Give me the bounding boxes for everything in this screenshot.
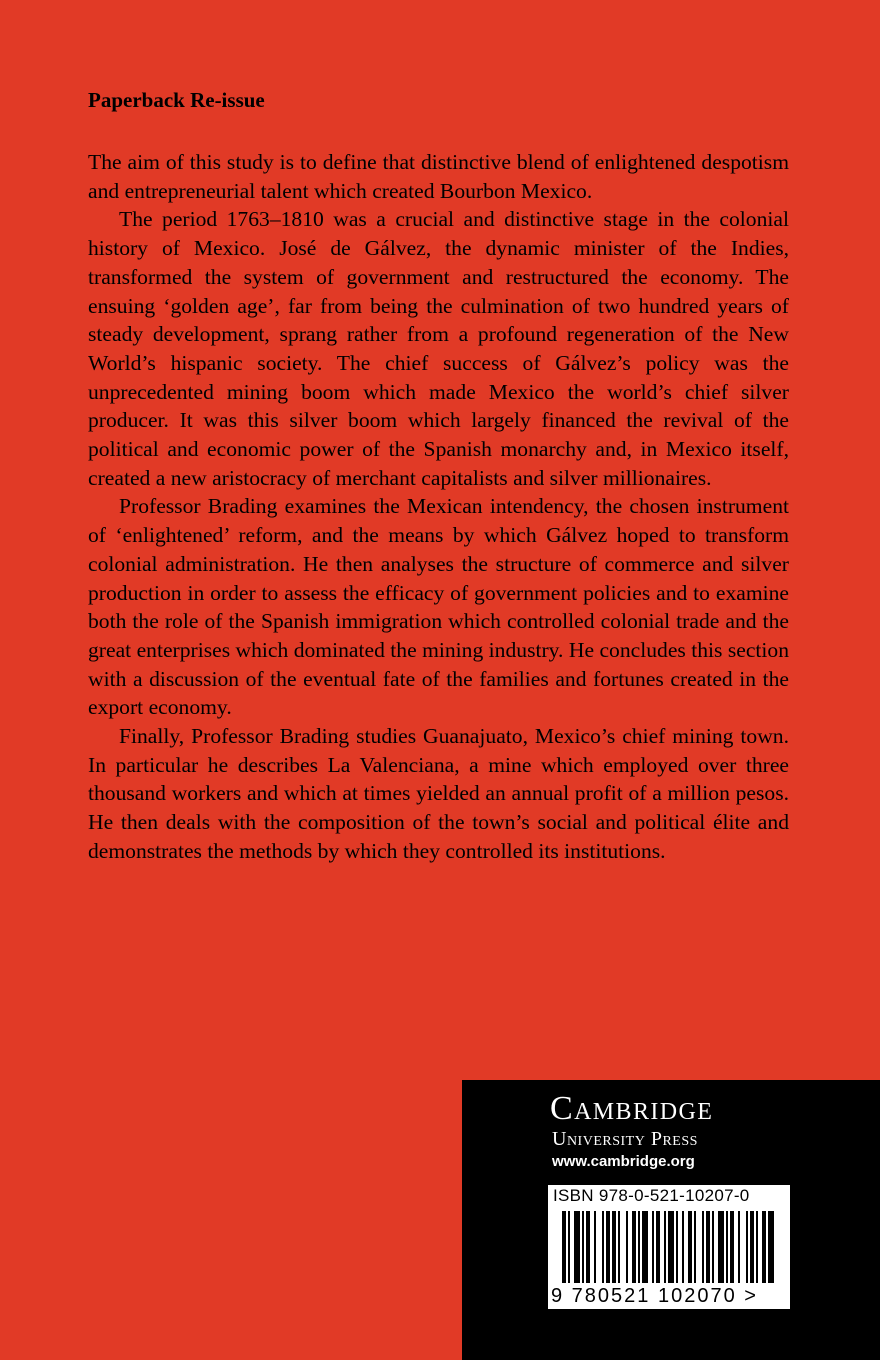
barcode-bar [586, 1211, 590, 1283]
barcode-bar [618, 1211, 620, 1283]
barcode-bar [712, 1211, 714, 1283]
isbn-barcode [548, 1185, 790, 1309]
publisher-logo-subtitle: University Press [552, 1128, 698, 1150]
barcode-bar [568, 1211, 570, 1283]
publisher-logo-name: Cambridge [550, 1090, 714, 1127]
barcode-bar [612, 1211, 616, 1283]
barcode-bar [738, 1211, 740, 1283]
barcode-bar [632, 1211, 636, 1283]
barcode-bar [652, 1211, 654, 1283]
barcode-bar [638, 1211, 640, 1283]
barcode-digits: 9 780521 102070 > [551, 1285, 758, 1307]
barcode-bar [688, 1211, 692, 1283]
barcode-bar [702, 1211, 704, 1283]
barcode-bar [756, 1211, 758, 1283]
blurb-paragraph-4: Finally, Professor Brading studies Guanajuato, Mexico’s chief mining town. In particular he describes La Valenciana, a mine which employed over three thousand workers and which at times yielded an annual profit of a million pesos. He then deals with the composition of the town’s social and political élite and demonstrates the methods by which they controlled its institutions. [88, 724, 789, 863]
barcode-bar [668, 1211, 674, 1283]
barcode-bar [768, 1211, 774, 1283]
cover-heading: Paperback Re-issue [88, 88, 265, 112]
barcode-bar [746, 1211, 748, 1283]
blurb-paragraph-3: Professor Brading examines the Mexican intendency, the chosen instrument of ‘enlightened’ reform, and the means by which Gálvez hoped to transform colonial administration. He then analyses the structure of commerce and silver production in order to assess the efficacy of government policies and to examine both the role of the Spanish immigration which controlled colonial trade and the great enterprises which dominated the mining industry. He concludes this section with a discussion of the eventual fate of the families and fortunes created in the export economy. [88, 494, 789, 720]
barcode-bar [730, 1211, 734, 1283]
barcode-bar [594, 1211, 596, 1283]
barcode-bar [626, 1211, 628, 1283]
blurb-text [88, 148, 789, 866]
barcode-bar [726, 1211, 728, 1283]
barcode-bar [656, 1211, 660, 1283]
blurb-paragraph-1: The aim of this study is to define that distinctive blend of enlightened despotism and entrepreneurial talent which created Bourbon Mexico. [88, 150, 789, 203]
barcode-bar [676, 1211, 678, 1283]
barcode-bar [664, 1211, 666, 1283]
barcode-bar [682, 1211, 684, 1283]
barcode-bar [606, 1211, 610, 1283]
barcode-bar [574, 1211, 580, 1283]
barcode-bar [642, 1211, 648, 1283]
barcode-bar [562, 1211, 566, 1283]
barcode-bar [582, 1211, 584, 1283]
barcode-bar [718, 1211, 724, 1283]
publisher-panel [462, 1080, 880, 1360]
barcode-bar [706, 1211, 710, 1283]
isbn-label: ISBN 978-0-521-10207-0 [553, 1186, 750, 1205]
barcode-bar [694, 1211, 696, 1283]
blurb-paragraph-2: The period 1763–1810 was a crucial and distinctive stage in the colonial history of Mexico. José de Gálvez, the dynamic minister of the Indies, transformed the system of government and restructured the economy. The ensuing ‘golden age’, far from being the culmination of two hundred years of steady development, sprang rather from a profound regeneration of the New World’s hispanic society. The chief success of Gálvez’s policy was the unprecedented mining boom which made Mexico the world’s chief silver producer. It was this silver boom which largely financed the revival of the political and economic power of the Spanish monarchy and, in Mexico itself, created a new aristocracy of merchant capitalists and silver millionaires. [88, 207, 789, 490]
publisher-website: www.cambridge.org [552, 1153, 695, 1170]
barcode-bar [602, 1211, 604, 1283]
barcode-bar [750, 1211, 754, 1283]
barcode-bar [762, 1211, 766, 1283]
